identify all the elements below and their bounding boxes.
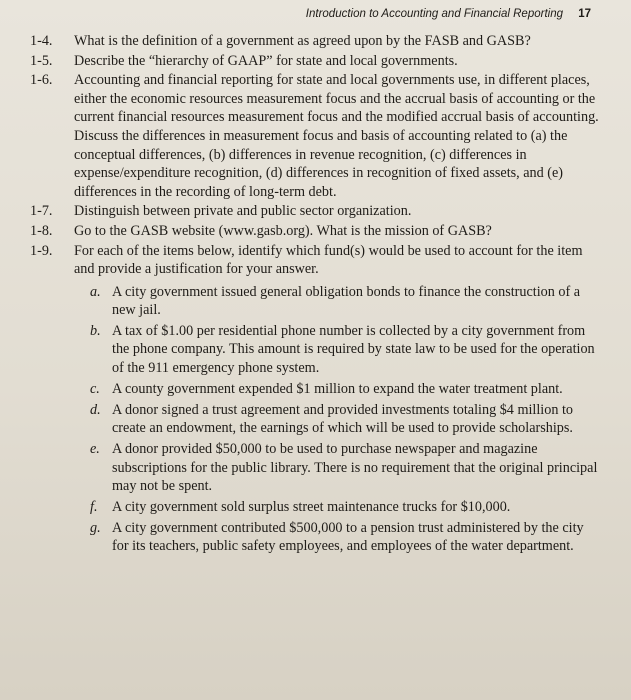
sub-item-text: A city government contributed $500,000 to a pension trust administered by the city for its teachers, public safety employees, and employees of the water department. bbox=[112, 520, 584, 555]
sub-item-text: A donor provided $50,000 to be used to purchase newspaper and magazine subscriptions for the public library. There is no requirement that the original principal may not be spent. bbox=[112, 441, 598, 494]
question-1-7 bbox=[30, 202, 601, 221]
question-number: 1-9. bbox=[30, 242, 53, 259]
question-text: Distinguish between private and public sector organization. bbox=[74, 203, 412, 220]
question-number: 1-8. bbox=[30, 222, 53, 239]
question-1-5 bbox=[30, 52, 601, 71]
sub-item-b bbox=[90, 322, 601, 377]
question-number: 1-6. bbox=[30, 72, 53, 89]
page-number: 17 bbox=[578, 8, 591, 20]
sub-item-list bbox=[90, 283, 601, 556]
sub-item-d bbox=[90, 401, 601, 437]
sub-item-e bbox=[90, 440, 601, 495]
question-text: What is the definition of a government as agreed upon by the FASB and GASB? bbox=[74, 33, 531, 49]
sub-item-text: A city government issued general obligation bonds to finance the construction of a new jail. bbox=[112, 283, 581, 318]
sub-item-letter: c. bbox=[90, 380, 100, 397]
question-number: 1-7. bbox=[30, 203, 53, 220]
sub-item-text: A donor signed a trust agreement and provided investments totaling $4 million to create an endowment, the earnings of which will be used to provide scholarships. bbox=[112, 401, 574, 437]
question-text: For each of the items below, identify which fund(s) would be used to account for the item and provide a justification for your answer. bbox=[74, 242, 583, 278]
sub-item-letter: d. bbox=[90, 401, 101, 418]
sub-item-f bbox=[90, 498, 601, 516]
sub-item-text: A city government sold surplus street maintenance trucks for $10,000. bbox=[112, 498, 511, 515]
question-1-8 bbox=[30, 222, 601, 241]
running-title: Introduction to Accounting and Financial Reporting bbox=[305, 8, 563, 20]
sub-item-a bbox=[90, 283, 601, 319]
sub-item-letter: e. bbox=[90, 441, 100, 458]
question-number: 1-4. bbox=[30, 33, 53, 49]
sub-item-letter: g. bbox=[90, 520, 101, 537]
question-1-4 bbox=[30, 32, 601, 51]
sub-item-letter: a. bbox=[90, 283, 101, 300]
question-text: Describe the “hierarchy of GAAP” for state and local governments. bbox=[74, 52, 458, 69]
sub-item-c bbox=[90, 380, 601, 398]
question-text: Go to the GASB website (www.gasb.org). What is the mission of GASB? bbox=[74, 222, 492, 239]
question-1-9 bbox=[30, 242, 601, 279]
sub-item-letter: b. bbox=[90, 323, 101, 340]
page-header bbox=[30, 8, 601, 20]
sub-item-g bbox=[90, 519, 601, 555]
question-1-6 bbox=[30, 71, 601, 201]
question-list bbox=[30, 32, 601, 279]
sub-item-letter: f. bbox=[90, 498, 98, 515]
question-text: Accounting and financial reporting for state and local governments use, in different places, either the economic resources measurement focus and the accrual basis of accounting or the current financial resources measurement focus and the modified accrual basis of accounting. Discuss the differences in measurement focus and basis of accounting related to (a) the conceptual differences, (b) differences in revenue recognition, (c) differences in expense/expenditure recognition, (d) differences in recognition of fixed assets, and (e) differences in the recording of long-term debt. bbox=[74, 72, 599, 200]
question-number: 1-5. bbox=[30, 52, 53, 69]
sub-item-text: A tax of $1.00 per residential phone number is collected by a city government from the phone company. This amount is required by state law to be used for the operation of the 911 emergency phone system. bbox=[112, 323, 595, 376]
sub-item-text: A county government expended $1 million to expand the water treatment plant. bbox=[112, 380, 563, 397]
